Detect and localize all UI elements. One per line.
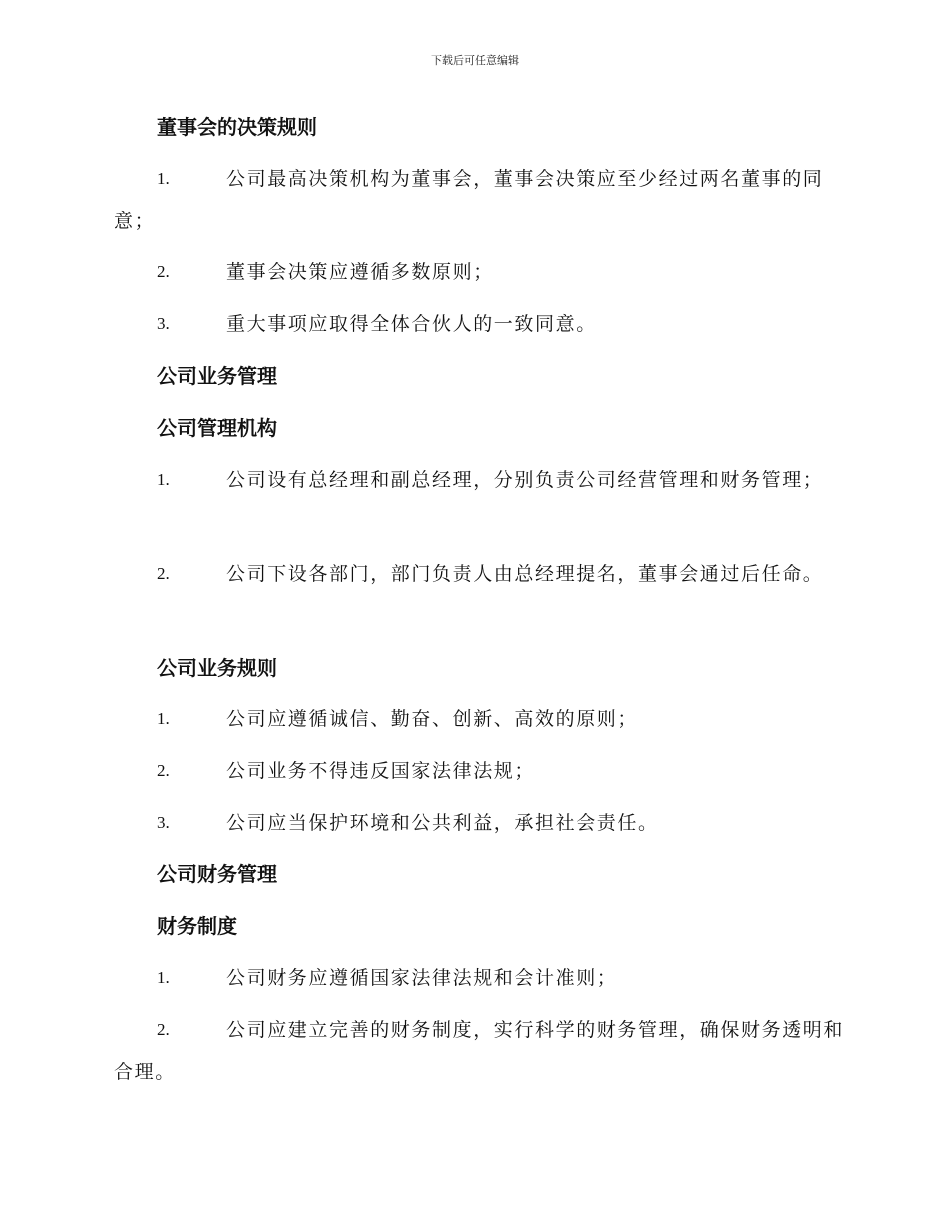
item-text: 公司应遵循诚信、勤奋、创新、高效的原则； xyxy=(226,708,639,730)
item-number: 2. xyxy=(157,1020,170,1039)
item-text: 公司财务应遵循国家法律法规和会计准则； xyxy=(226,967,618,989)
item-text: 公司设有总经理和副总经理，分别负责公司经营管理和财务管理； xyxy=(226,469,824,491)
page-header: 下载后可任意编辑 xyxy=(431,54,519,67)
item-text: 公司业务不得违反国家法律法规； xyxy=(226,760,536,782)
item-number: 2. xyxy=(157,564,170,583)
item-number: 1. xyxy=(157,169,170,188)
list-item xyxy=(114,303,844,345)
item-text: 公司最高决策机构为董事会，董事会决策应至少经过两名董事的同意； xyxy=(114,168,824,232)
section-heading-management-structure: 公司管理机构 xyxy=(157,416,277,440)
list-item xyxy=(114,251,844,293)
section-heading-financial-management: 公司财务管理 xyxy=(157,862,277,886)
list-item xyxy=(114,158,844,242)
item-number: 1. xyxy=(157,470,170,489)
item-number: 3. xyxy=(157,813,170,832)
item-number: 2. xyxy=(157,761,170,780)
section-heading-financial-system: 财务制度 xyxy=(157,914,237,938)
list-item xyxy=(114,698,844,740)
section-heading-business-rules: 公司业务规则 xyxy=(157,656,277,680)
item-number: 2. xyxy=(157,262,170,281)
item-number: 1. xyxy=(157,709,170,728)
section-heading-board-decision-rules: 董事会的决策规则 xyxy=(157,115,317,139)
item-text: 公司应建立完善的财务制度，实行科学的财务管理，确保财务透明和合理。 xyxy=(114,1019,845,1083)
section-heading-business-management: 公司业务管理 xyxy=(157,364,277,388)
list-item xyxy=(114,802,844,844)
list-item xyxy=(114,553,844,595)
item-number: 1. xyxy=(157,968,170,987)
item-text: 董事会决策应遵循多数原则； xyxy=(226,261,494,283)
item-text: 重大事项应取得全体合伙人的一致同意。 xyxy=(226,313,597,335)
list-item xyxy=(114,957,844,999)
item-text: 公司下设各部门，部门负责人由总经理提名，董事会通过后任命。 xyxy=(226,563,824,585)
list-item xyxy=(114,1009,844,1093)
item-number: 3. xyxy=(157,314,170,333)
item-text: 公司应当保护环境和公共利益，承担社会责任。 xyxy=(226,812,659,834)
list-item xyxy=(114,459,844,501)
list-item xyxy=(114,750,844,792)
